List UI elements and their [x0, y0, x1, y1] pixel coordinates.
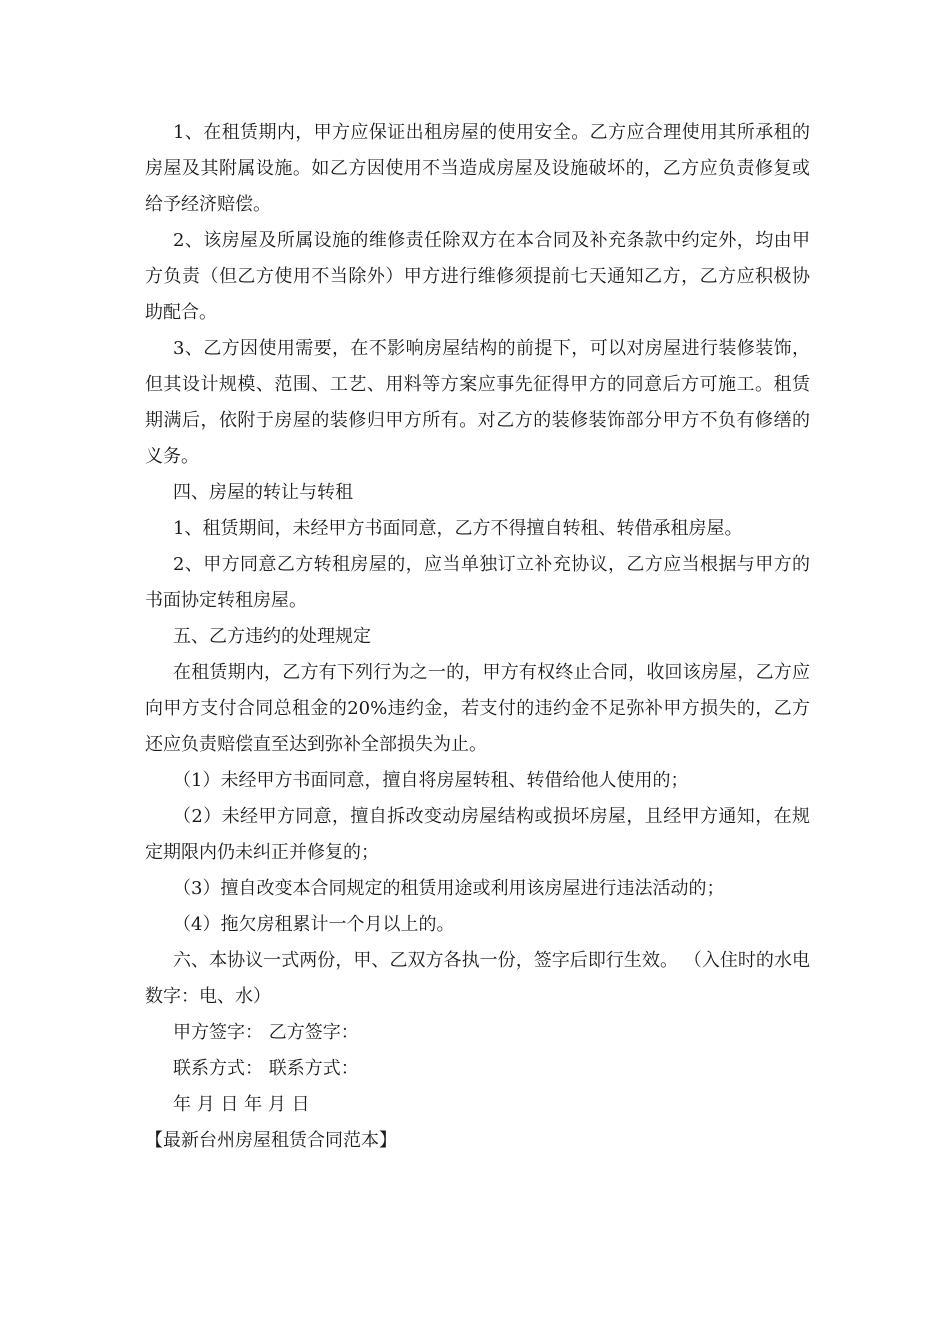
signature-line: 甲方签字： 乙方签字： — [173, 1022, 359, 1043]
list-item: （1）未经甲方书面同意，擅自将房屋转租、转借给他人使用的； — [173, 770, 689, 791]
clause-paragraph: 2、该房屋及所属设施的维修责任除双方在本合同及补充条款中约定外，均由甲方负责（但乙方使用不当除外）甲方进行维修须提前七天通知乙方，乙方应积极协助配合。 — [145, 230, 810, 323]
clause-paragraph: 3、乙方因使用需要，在不影响房屋结构的前提下，可以对房屋进行装修装饰，但其设计规模、范围、工艺、用料等方案应事先征得甲方的同意后方可施工。租赁期满后，依附于房屋的装修归甲方所有。对乙方的装修装饰部分甲方不负有修缮的义务。 — [145, 338, 810, 467]
section-heading: 五、乙方违约的处理规定 — [173, 626, 371, 647]
document-body — [145, 115, 810, 1159]
date-line: 年 月 日 年 月 日 — [173, 1094, 310, 1115]
list-item: （3）擅自改变本合同规定的租赁用途或利用该房屋进行违法活动的； — [173, 878, 725, 899]
clause-paragraph: 在租赁期内，乙方有下列行为之一的，甲方有权终止合同，收回该房屋，乙方应向甲方支付合同总租金的20%违约金，若支付的违约金不足弥补甲方损失的，乙方还应负责赔偿直至达到弥补全部损失为止。 — [145, 662, 810, 755]
clause-paragraph: 1、租赁期间，未经甲方书面同意，乙方不得擅自转租、转借承租房屋。 — [173, 518, 743, 539]
clause-paragraph: 1、在租赁期内，甲方应保证出租房屋的使用安全。乙方应合理使用其所承租的房屋及其附属设施。如乙方因使用不当造成房屋及设施破坏的，乙方应负责修复或给予经济赔偿。 — [145, 122, 810, 215]
contact-line: 联系方式： 联系方式： — [173, 1058, 359, 1079]
clause-paragraph: 六、本协议一式两份，甲、乙双方各执一份，签字后即行生效。 （入住时的水电数字：电、水） — [145, 950, 810, 1007]
list-item: （4）拖欠房租累计一个月以上的。 — [173, 914, 455, 935]
list-item: （2）未经甲方同意，擅自拆改变动房屋结构或损坏房屋，且经甲方通知，在规定期限内仍未纠正并修复的； — [145, 806, 810, 863]
document-title: 【最新台州房屋租赁合同范本】 — [145, 1130, 397, 1151]
clause-paragraph: 2、甲方同意乙方转租房屋的，应当单独订立补充协议，乙方应当根据与甲方的书面协定转租房屋。 — [145, 554, 810, 611]
section-heading: 四、房屋的转让与转租 — [173, 482, 353, 503]
